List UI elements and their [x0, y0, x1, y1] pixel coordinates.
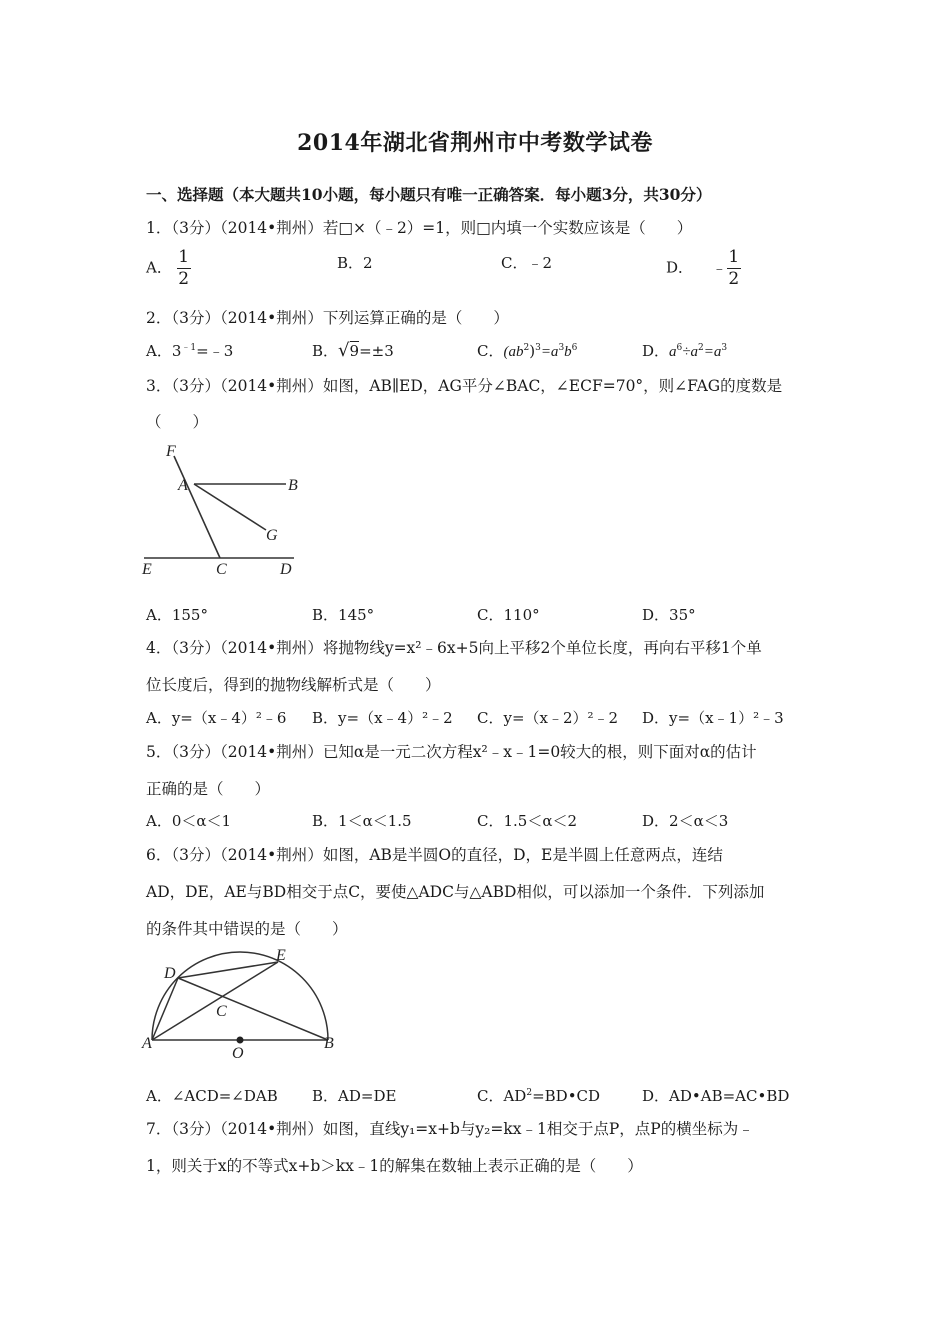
fraction: $\frac{1}{2}$ [728, 247, 740, 289]
q2-option-c[interactable]: C．$(ab^2)^3=a^3b^6$ [477, 342, 578, 360]
q4-option-a[interactable]: A．y=（x﹣4）²﹣6 [146, 709, 287, 727]
fraction: $\frac{1}{2}$ [178, 247, 190, 289]
q2-option-b[interactable]: B．√9=±3 [312, 340, 394, 361]
fig-label-e: E [276, 947, 286, 964]
q2-option-a[interactable]: A．$3^{﹣1}=﹣3$ [146, 342, 234, 360]
fig-label-g: G [266, 527, 278, 544]
q1-option-d[interactable] [666, 248, 741, 289]
sqrt-icon: √ [338, 340, 350, 361]
page-title: 2014年湖北省荆州市中考数学试卷 [297, 130, 653, 156]
q3-option-b[interactable]: B．145° [312, 606, 375, 624]
fig-label-d: D [280, 561, 292, 578]
q6-stem-line2: AD，DE，AE与BD相交于点C，要使△ADC与△ABD相似，可以添加一个条件．下列添加 [146, 883, 765, 901]
minus-sign: ﹣ [711, 258, 727, 277]
option-label: D． [666, 258, 694, 277]
q4-stem-line2: 位长度后，得到的抛物线解析式是（ ） [146, 676, 441, 694]
option-label: A． [146, 258, 172, 277]
q1-option-b[interactable]: B．2 [337, 254, 373, 272]
fig-label-f: F [166, 443, 176, 460]
fig-label-d: D [164, 965, 176, 982]
q1-option-c[interactable]: C．﹣2 [501, 254, 553, 272]
q4-option-c[interactable]: C．y=（x﹣2）²﹣2 [477, 709, 619, 727]
q4-stem-line1: 4．（3分）（2014•荆州）将抛物线y=x²﹣6x+5向上平移2个单位长度，再向右平移1个单 [146, 639, 762, 657]
q3-stem-line2: （ ） [146, 413, 209, 431]
q5-option-d[interactable]: D．2＜α＜3 [642, 812, 729, 830]
q2-stem: 2．（3分）（2014•荆州）下列运算正确的是（ ） [146, 309, 509, 327]
q6-option-c[interactable]: C．$AD^2=BD•CD$ [477, 1087, 601, 1105]
fig-label-o: O [232, 1045, 244, 1062]
q5-option-c[interactable]: C．1.5＜α＜2 [477, 812, 578, 830]
fig-label-b: B [288, 477, 298, 494]
q1-stem: 1．（3分）（2014•荆州）若□×（﹣2）=1，则□内填一个实数应该是（ ） [146, 219, 693, 237]
q6-figure [138, 944, 348, 1064]
q5-option-b[interactable]: B．1＜α＜1.5 [312, 812, 412, 830]
q3-option-a[interactable]: A．155° [146, 606, 208, 624]
q6-option-a[interactable]: A．∠ACD=∠DAB [146, 1087, 278, 1105]
fig-label-c: C [216, 561, 227, 578]
q7-stem-line2: 1，则关于x的不等式x+b＞kx﹣1的解集在数轴上表示正确的是（ ） [146, 1157, 643, 1175]
fig-label-b: B [324, 1035, 334, 1052]
q5-option-a[interactable]: A．0＜α＜1 [146, 812, 232, 830]
q6-option-b[interactable]: B．AD=DE [312, 1087, 397, 1105]
fig-label-a: A [142, 1035, 152, 1052]
q4-option-d[interactable]: D．y=（x﹣1）²﹣3 [642, 709, 784, 727]
q3-option-d[interactable]: D．35° [642, 606, 696, 624]
q1-option-a[interactable] [146, 248, 191, 289]
fig-label-e: E [142, 561, 152, 578]
q2-option-d[interactable]: D．$a^6\div a^2=a^3$ [642, 342, 728, 360]
q4-option-b[interactable]: B．y=（x﹣4）²﹣2 [312, 709, 453, 727]
fig-label-a: A [178, 477, 188, 494]
q5-stem-line2: 正确的是（ ） [146, 780, 271, 798]
fig-label-c: C [216, 1003, 227, 1020]
q6-stem-line1: 6．（3分）（2014•荆州）如图，AB是半圆O的直径，D，E是半圆上任意两点，连结 [146, 846, 723, 864]
q6-stem-line3: 的条件其中错误的是（ ） [146, 920, 348, 938]
q3-figure [138, 440, 318, 580]
q3-option-c[interactable]: C．110° [477, 606, 540, 624]
q3-stem-line1: 3．（3分）（2014•荆州）如图，AB∥ED，AG平分∠BAC，∠ECF=70°，则∠FAG的度数是 [146, 377, 783, 395]
q7-stem-line1: 7．（3分）（2014•荆州）如图，直线y₁=x+b与y₂=kx﹣1相交于点P，点P的横坐标为﹣ [146, 1120, 754, 1138]
q6-option-d[interactable]: D．AD•AB=AC•BD [642, 1087, 790, 1105]
q5-stem-line1: 5．（3分）（2014•荆州）已知α是一元二次方程x²﹣x﹣1=0较大的根，则下面对α的估计 [146, 743, 757, 761]
section-heading: 一、选择题（本大题共10小题，每小题只有唯一正确答案．每小题3分，共30分） [146, 185, 712, 204]
